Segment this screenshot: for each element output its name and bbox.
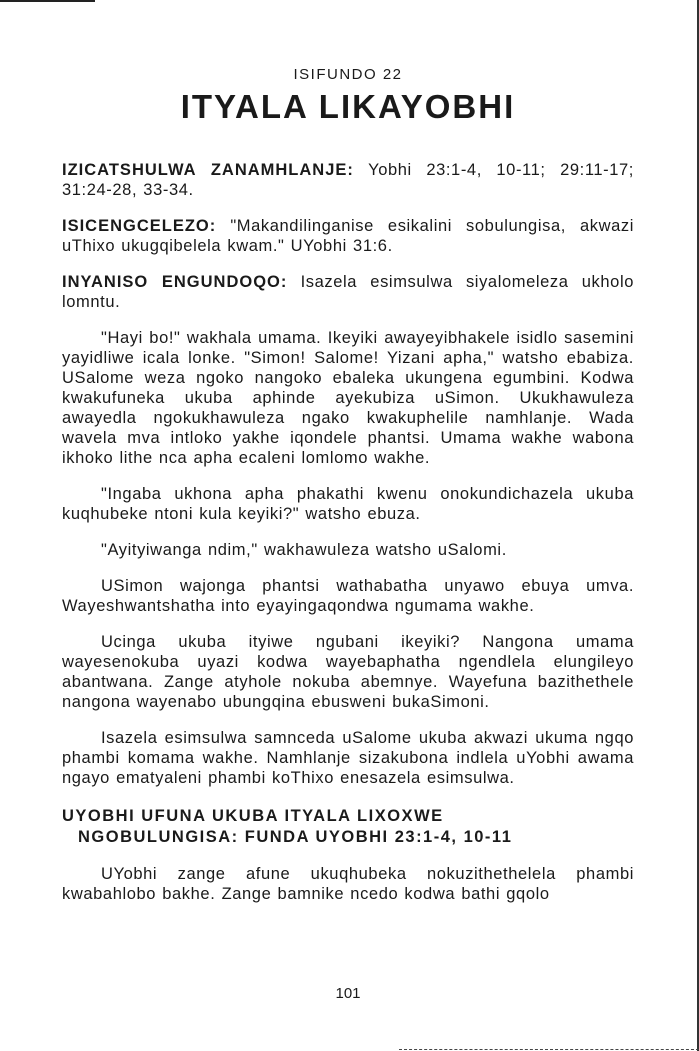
story-paragraph: "Ingaba ukhona apha phakathi kwenu onokundichazela ukuba kuqhubeke ntoni kula keyiki?" watsho ebuza. xyxy=(62,485,634,523)
story-paragraph: Ucinga ukuba ityiwe ngubani ikeyiki? Nangona umama wayesenokuba uyazi kodwa wayebaphatha ngendlela elungileyo abantwana. Zange atyhole nokuba abemnye. Wayefuna bazithethele nangona wayenabo ubungqina ebusweni bukaSimoni. xyxy=(62,633,634,711)
story-paragraph: USimon wajonga phantsi wathabatha unyawo ebuya umva. Wayeshwantshatha into eyayingaqondwa ngumama wakhe. xyxy=(62,577,634,615)
readings-text: Yobhi 23:1-4, 10-11; 29:11-17; 31:24-28, 33-34. xyxy=(62,161,634,199)
page-number: 101 xyxy=(335,985,361,1002)
story-paragraph: Isazela esimsulwa samnceda uSalome ukuba akwazi ukuma ngqo phambi komama wakhe. Namhlanje sizakubona indlela uYobhi awama ngayo ematyaleni phambi koThixo enesazela esimsulwa. xyxy=(62,729,634,787)
main-idea-paragraph xyxy=(62,272,634,312)
lesson-label: ISIFUNDO 22 xyxy=(293,66,403,83)
memory-verse-paragraph xyxy=(62,216,634,256)
story-paragraph: "Ayityiwanga ndim," wakhawuleza watsho uSalomi. xyxy=(101,541,507,559)
readings-paragraph xyxy=(62,160,634,200)
scan-edge-top xyxy=(0,0,95,2)
section-heading xyxy=(62,806,634,848)
section-heading-line-1: UYOBHI UFUNA UKUBA ITYALA LIXOXWE xyxy=(62,807,444,825)
story-paragraph: "Hayi bo!" wakhala umama. Ikeyiki awayeyibhakele isidlo sasemini yayidliwe icala lonke. "Simon! Salome! Yizani apha," watsho ebabiza. USalome weza ngoko nangoko ebaleka ukungena egumbini. Kodwa kwakufuneka ukuba aphinde ayekubiza uSimon. Ukukhawuleza awayedla ngokukhawuleza ngako kwakuphelile namhlanje. Wada wavela mva intloko yakhe iqondele phantsi. Umama wakhe wabona ikhoko lithe nca apha ecaleni lomlomo wakhe. xyxy=(62,329,634,467)
main-idea-label: INYANISO ENGUNDOQO: xyxy=(62,273,288,291)
readings-label: IZICATSHULWA ZANAMHLANJE: xyxy=(62,161,354,179)
main-idea-text: Isazela esimsulwa siyalomeleza ukholo lomntu. xyxy=(62,273,634,311)
section-heading-line-2: NGOBULUNGISA: FUNDA UYOBHI 23:1-4, 10-11 xyxy=(78,828,513,846)
page-title: ITYALA LIKAYOBHI xyxy=(180,88,516,125)
memory-verse-text: "Makandilinganise esikalini sobulungisa, akwazi uThixo ukugqibelela kwam." UYobhi 31:6. xyxy=(62,217,634,255)
memory-verse-label: ISICENGCELEZO: xyxy=(62,217,217,235)
section-body-paragraph: UYobhi zange afune ukuqhubeka nokuzithethelela phambi kwabahlobo bakhe. Zange bamnike ncedo kodwa bathi gqolo xyxy=(62,865,634,903)
page-content xyxy=(62,160,634,904)
scan-edge-bottom xyxy=(399,1049,699,1050)
